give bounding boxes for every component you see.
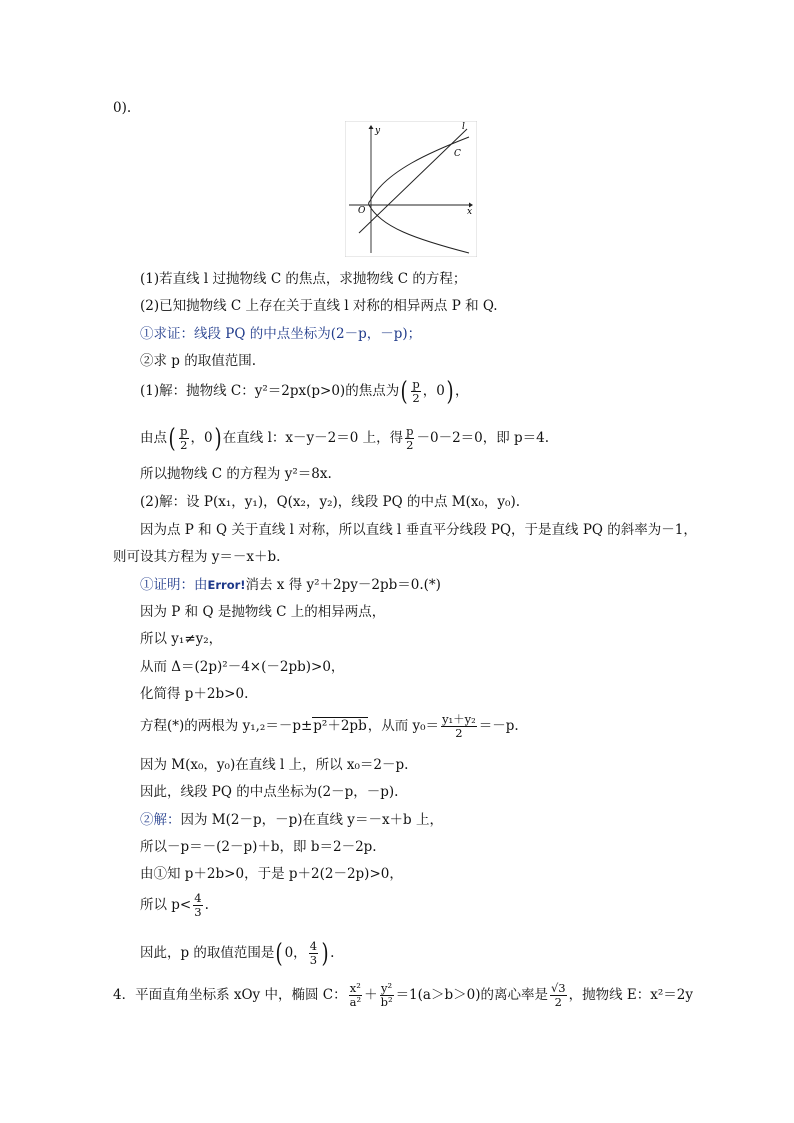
problem-4-text-2: ＝1(a＞b＞0)的离心率是: [395, 987, 548, 1003]
y-axis-label: y: [375, 126, 381, 136]
proof-roots: [140, 713, 519, 740]
point-c-label: C: [454, 149, 461, 159]
part2-range: [140, 940, 334, 967]
fraction-numerator: √3: [550, 981, 566, 995]
prev-question-tail: 0).: [113, 100, 132, 116]
x-axis-label: x: [467, 207, 473, 217]
proof-x0: 因为 M(x₀，y₀)在直线 l 上，所以 x₀＝2－p.: [140, 757, 409, 773]
problem-4: [113, 982, 693, 1009]
fraction-denominator: 2: [550, 995, 567, 1009]
p-bound-dot: .: [204, 897, 209, 913]
error-field: Error!: [207, 578, 246, 592]
left-paren-2: (: [168, 423, 176, 454]
fraction-x2-a2: [349, 982, 362, 1009]
line-l-label: l: [462, 122, 465, 132]
fraction-y2-b2: [380, 982, 394, 1009]
proof-conclusion: 因此，线段 PQ 的中点坐标为(2－p，－p).: [140, 784, 399, 800]
fraction-numerator: 4: [194, 891, 202, 905]
part2-label: ②解：: [140, 812, 181, 828]
fraction-denominator: 3: [194, 905, 202, 919]
question-1: (1)若直线 l 过抛物线 C 的焦点，求抛物线 C 的方程；: [140, 271, 467, 287]
left-paren-3: (: [275, 938, 284, 969]
solution-1-zero-2: ，0: [190, 430, 213, 446]
proof-label: ①证明：由: [140, 577, 208, 593]
solution-2-symmetry: 因为点 P 和 Q 关于直线 l 对称，所以直线 l 垂直平分线段 PQ，于是直线 PQ 的斜率为－1，: [140, 522, 697, 538]
problem-4-text: 4．平面直角坐标系 xOy 中，椭圆 C：: [113, 987, 347, 1003]
fraction-p-over-2: [411, 378, 420, 405]
fraction-numerator: y₁＋y₂: [442, 712, 476, 726]
problem-4-text-3: ，抛物线 E：x²＝2y: [568, 987, 694, 1003]
fraction-4-3: [193, 892, 202, 919]
fraction-denominator: 2: [180, 438, 188, 452]
part2-p-bound: [140, 892, 209, 919]
fraction-numerator: 4: [309, 939, 318, 953]
question-2: (2)已知抛物线 C 上存在关于直线 l 对称的相异两点 P 和 Q.: [140, 298, 498, 314]
fraction-denominator: 2: [441, 726, 477, 740]
range-dot: .: [330, 945, 335, 961]
fraction-denominator: b²: [380, 995, 393, 1009]
fraction-denominator: 2: [412, 391, 420, 405]
proof-start: [140, 577, 441, 594]
p-bound-text: 所以 p<: [140, 897, 192, 913]
parabola-line-figure: [345, 121, 477, 257]
proof-y-neq: 所以 y₁≠y₂，: [140, 631, 223, 647]
solution-1-comma: ，: [454, 383, 469, 399]
sqrt-expression: p²＋2pb: [313, 718, 367, 734]
fraction-numerator: y²: [381, 981, 393, 995]
fraction-p-over-2-c: [405, 425, 414, 452]
roots-text-3: ＝－p.: [478, 718, 519, 734]
right-paren-3: ): [321, 938, 329, 969]
fraction-denominator: 3: [309, 953, 318, 967]
fraction-sqrt3-2: [550, 982, 567, 1009]
solution-2-setup: (2)解：设 P(x₁，y₁)，Q(x₂，y₂)，线段 PQ 的中点 M(x₀，y₀).: [140, 494, 520, 510]
solution-1-focus: [140, 378, 468, 405]
fraction-y-mid: [441, 713, 477, 740]
part2-start: [140, 812, 443, 829]
fraction-denominator: 2: [406, 438, 414, 452]
solution-2-line-eq: 则可设其方程为 y＝－x＋b.: [113, 549, 281, 565]
question-2-part-1: ①求证：线段 PQ 的中点坐标为(2－p，－p)；: [140, 326, 422, 342]
fraction-numerator: p: [180, 424, 188, 438]
proof-distinct: 因为 P 和 Q 是抛物线 C 上的相异两点，: [140, 604, 386, 620]
origin-label: O: [358, 206, 366, 216]
roots-text-2: ，从而 y₀＝: [367, 718, 440, 734]
solution-1-zero: ，0: [422, 383, 445, 399]
roots-text: 方程(*)的两根为 y₁,₂＝－p±: [140, 718, 313, 734]
fraction-numerator: x²: [349, 981, 361, 995]
right-paren-2: ): [214, 423, 222, 454]
fraction-p-over-2-b: [179, 425, 188, 452]
proof-discriminant: 从而 Δ＝(2p)²－4×(－2pb)>0，: [140, 659, 345, 675]
plus-sign: ＋: [364, 987, 378, 1003]
fraction-numerator: p: [406, 424, 414, 438]
solution-1-substitute: [140, 425, 549, 452]
solution-1-text-4: －0－2＝0，即 p＝4.: [416, 430, 550, 446]
range-text: 因此，p 的取值范围是: [140, 945, 275, 961]
part2-ineq: 由①知 p＋2b>0，于是 p＋2(2－2p)>0，: [140, 866, 403, 882]
proof-simplify: 化简得 p＋2b>0.: [140, 686, 249, 702]
question-2-part-2: ②求 p 的取值范围.: [140, 353, 257, 369]
fraction-denominator: a²: [349, 995, 362, 1009]
solution-1-result: 所以抛物线 C 的方程为 y²＝8x.: [140, 466, 332, 482]
solution-1-text: (1)解：抛物线 C：y²＝2px(p>0)的焦点为: [140, 383, 400, 399]
proof-eq: 消去 x 得 y²＋2py－2pb＝0.(*): [245, 577, 441, 593]
solution-1-text-2: 由点: [140, 430, 167, 446]
left-paren: (: [400, 376, 408, 407]
part2-b: 所以－p＝－(2－p)＋b，即 b＝2－2p.: [140, 839, 377, 855]
fraction-4-3-b: [309, 940, 318, 967]
range-zero: 0，: [284, 945, 307, 961]
part2-text: 因为 M(2－p，－p)在直线 y＝－x＋b 上，: [180, 812, 443, 828]
right-paren: ): [446, 376, 454, 407]
fraction-numerator: p: [412, 377, 420, 391]
solution-1-text-3: 在直线 l：x－y－2＝0 上，得: [222, 430, 404, 446]
